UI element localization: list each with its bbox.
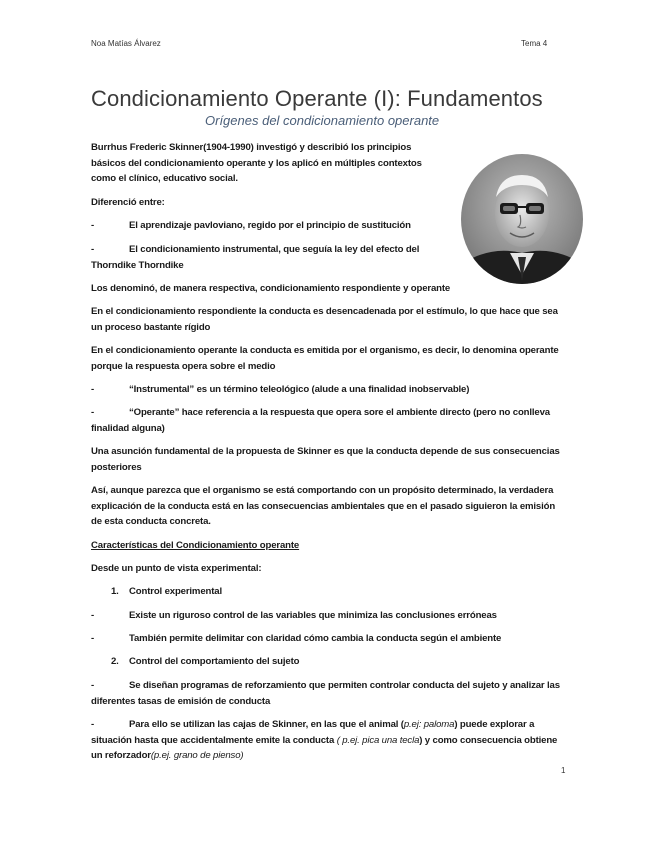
item-number: 2. xyxy=(111,656,119,667)
paragraph-denomino: Los denominó, de manera respectiva, condicionamiento respondiente y operante xyxy=(91,283,451,294)
bullet-dash: - xyxy=(91,680,95,691)
numbered-item-2 xyxy=(111,654,551,670)
example-text: ( p.ej. pica una tecla xyxy=(336,734,420,746)
paragraph-asi: Así, aunque parezca que el organismo se está comportando con un propósito determinado, la verdadera explicación de la conducta está en las consecuencias ambientales que en el pasado siguieron la emisión de esta conducta concreta. xyxy=(91,485,556,528)
bullet-dash: - xyxy=(91,407,95,418)
bullet-text: El aprendizaje pavloviano, regido por el principio de sustitución xyxy=(129,220,411,231)
list-item xyxy=(91,717,565,764)
bullet-text: ) y como consecuencia obtiene un reforzador xyxy=(91,734,558,762)
item-number: 1. xyxy=(111,586,119,597)
bullet-dash: - xyxy=(91,220,95,231)
item-text: Control del comportamiento del sujeto xyxy=(129,656,300,667)
list-item xyxy=(91,608,565,624)
section-heading: Características del Condicionamiento operante xyxy=(91,540,300,551)
bullet-text: Se diseñan programas de reforzamiento que permiten controlar conducta del sujeto y analizar las diferentes tasas de emisión de conducta xyxy=(91,680,560,707)
bullet-dash: - xyxy=(91,719,95,730)
item-text: Control experimental xyxy=(129,586,222,597)
numbered-item-1 xyxy=(111,584,551,600)
list-item xyxy=(91,631,565,647)
bullet-text: “Operante” hace referencia a la respuesta que opera sore el ambiente directo (pero no conlleva finalidad alguna) xyxy=(91,407,550,434)
intro-paragraph: Burrhus Frederic Skinner(1904-1990) investigó y describió los principios básicos del condicionamiento operante y los aplicó en múltiples contextos como el clínico, educativo social. xyxy=(91,142,422,185)
header-topic: Tema 4 xyxy=(521,39,548,48)
paragraph-operante: En el condicionamiento operante la conducta es emitida por el organismo, es decir, lo denomina operante porque la respuesta opera sobre el medio xyxy=(91,345,559,372)
bullet-text: “Instrumental” es un término teleológico (alude a una finalidad inobservable) xyxy=(129,384,470,395)
page-title: Condicionamiento Operante (I): Fundamentos xyxy=(91,86,543,111)
list-item xyxy=(91,218,565,234)
list-item xyxy=(91,242,436,273)
bullet-text: ) puede explorar a situación hasta que accidentalmente emite la conducta xyxy=(91,719,535,746)
list-item xyxy=(91,405,565,436)
list-item xyxy=(91,382,565,398)
paragraph-respondiente: En el condicionamiento respondiente la conducta es desencadenada por el estímulo, lo que hace que sea un proceso bastante rígido xyxy=(91,306,558,333)
header-author: Noa Matías Álvarez xyxy=(91,39,161,48)
paragraph-desde: Desde un punto de vista experimental: xyxy=(91,563,262,574)
paragraph-asuncion: Una asunción fundamental de la propuesta de Skinner es que la conducta depende de sus consecuencias posteriores xyxy=(91,446,560,473)
list-item xyxy=(91,678,565,709)
page-subtitle: Orígenes del condicionamiento operante xyxy=(205,113,440,128)
page-number: 1 xyxy=(561,766,566,775)
example-text: p.ej: paloma xyxy=(403,719,455,730)
bullet-text: Para ello se utilizan las cajas de Skinner, en las que el animal ( xyxy=(129,719,404,730)
bullet-dash: - xyxy=(91,633,95,644)
bullet-text: El condicionamiento instrumental, que seguía la ley del efecto del Thorndike Thorndike xyxy=(91,244,420,271)
bullet-text: También permite delimitar con claridad cómo cambia la conducta según el ambiente xyxy=(129,633,502,644)
bullet-dash: - xyxy=(91,244,95,255)
bullet-dash: - xyxy=(91,610,95,621)
bullet-text: Existe un riguroso control de las variables que minimiza las conclusiones erróneas xyxy=(129,610,497,621)
bullet-dash: - xyxy=(91,384,95,395)
diferencio-label: Diferenció entre: xyxy=(91,197,165,208)
example-text: (p.ej. grano de pienso) xyxy=(150,750,244,762)
